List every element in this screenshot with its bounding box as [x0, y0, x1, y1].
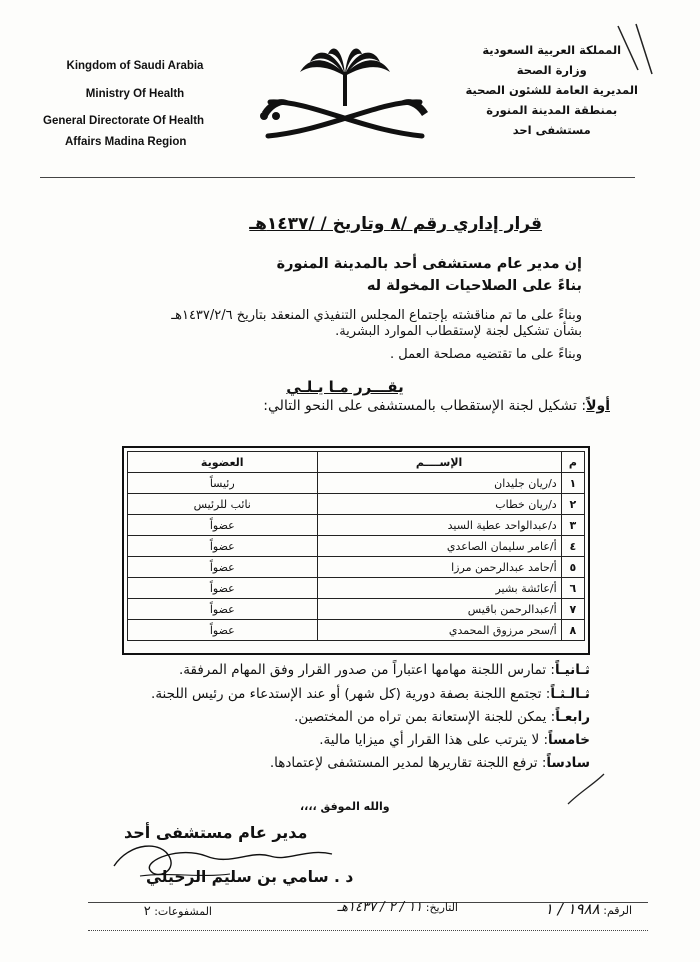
clause-second	[179, 662, 590, 678]
preamble-line-5: وبناءً على ما تقتضيه مصلحة العمل .	[389, 347, 582, 362]
clause-first-label: أولاً	[586, 398, 610, 414]
table-row	[128, 620, 585, 641]
clause-sixth-label: سادساً	[546, 755, 590, 771]
palm-and-swords-icon	[250, 44, 440, 144]
english-line-directorate: General Directorate Of Health	[43, 115, 205, 127]
row-role: رئيساً	[128, 473, 318, 494]
footer-bottom-divider	[88, 930, 648, 931]
arabic-line-ministry: وزارة الصحة	[516, 63, 587, 77]
arabic-line-directorate: المديرية العامة للشئون الصحية	[465, 83, 638, 97]
row-role: عضواً	[128, 515, 318, 536]
arabic-line-kingdom: المملكة العربية السعودية	[482, 43, 622, 57]
footer-attachments	[144, 904, 212, 919]
clause-third-text: : تجتمع اللجنة بصفة دورية (كل شهر) أو عند الإستدعاء من رئيس اللجنة.	[151, 686, 551, 702]
row-role: عضواً	[128, 620, 318, 641]
row-name: أ/سحر مرزوق المحمدي	[317, 620, 561, 641]
signatory-title: مدير عام مستشفى أحد	[124, 823, 308, 842]
closing-text: والله الموفق ،،،،	[300, 800, 390, 813]
table-row	[128, 494, 585, 515]
emblem-logo	[250, 44, 440, 144]
footer-date-label: التاريخ:	[425, 901, 458, 914]
row-name: د/عبدالواحد عطية السيد	[317, 515, 561, 536]
clause-fourth-label: رابعـاً	[555, 709, 590, 725]
row-name: أ/عامر سليمان الصاعدي	[317, 536, 561, 557]
row-role: عضواً	[128, 599, 318, 620]
row-number: ٣	[561, 515, 584, 536]
row-number: ١	[561, 473, 584, 494]
clause-sixth	[270, 755, 590, 771]
arabic-line-region: بمنطقة المدينة المنورة	[486, 103, 618, 117]
row-name: د/ريان خطاب	[317, 494, 561, 515]
row-number: ٥	[561, 557, 584, 578]
decision-title: قرار إداري رقم /٨ وتاريخ / /١٤٣٧هـ	[249, 214, 542, 234]
row-role: عضواً	[128, 536, 318, 557]
table-row	[128, 536, 585, 557]
preamble-line-4: بشأن تشكيل لجنة لإستقطاب الموارد البشرية.	[335, 324, 582, 339]
row-role: عضواً	[128, 578, 318, 599]
signatory-name: د . سامي بن سليم الرحيلي	[146, 868, 354, 886]
clause-fourth	[294, 709, 590, 725]
row-number: ٤	[561, 536, 584, 557]
footer-attachments-value: ٢	[143, 904, 151, 919]
row-name: أ/حامد عبدالرحمن مرزا	[317, 557, 561, 578]
table-row	[128, 515, 585, 536]
footer-date	[337, 900, 458, 915]
clause-sixth-text: : ترفع اللجنة تقاريرها لمدير المستشفى لإعتمادها.	[269, 755, 547, 771]
letterhead-english	[30, 60, 240, 148]
clause-second-text: : تمارس اللجنة مهامها اعتباراً من صدور القرار وفق المهام المرفقة.	[178, 662, 555, 678]
clause-third	[151, 686, 590, 702]
table-row	[128, 578, 585, 599]
header-number: م	[561, 452, 584, 473]
table-header-row	[128, 452, 585, 473]
footer-attachments-label: المشفوعات:	[154, 905, 212, 918]
row-role: عضواً	[128, 557, 318, 578]
row-number: ٢	[561, 494, 584, 515]
clause-fifth-label: خامساً	[548, 732, 590, 748]
table-row	[128, 473, 585, 494]
footer-reference-label: الرقم:	[603, 904, 632, 917]
english-line-region: Affairs Madina Region	[65, 136, 187, 148]
preamble-line-3: وبناءً على ما تم مناقشته بإجتماع المجلس التنفيذي المنعقد بتاريخ ١٤٣٧/٢/٦هـ	[171, 308, 582, 323]
clause-fifth	[319, 732, 590, 748]
header-divider	[40, 177, 635, 178]
footer-reference	[545, 900, 632, 918]
table-row	[128, 599, 585, 620]
committee-table	[127, 451, 585, 641]
row-name: د/ريان جليدان	[317, 473, 561, 494]
row-role: نائب للرئيس	[128, 494, 318, 515]
preamble-line-1: إن مدير عام مستشفى أحد بالمدينة المنورة	[276, 256, 582, 272]
row-name: أ/عبدالرحمن باقيس	[317, 599, 561, 620]
footer-date-value: ١١ / ٢ / ١٤٣٧هـ	[337, 900, 423, 915]
english-line-kingdom: Kingdom of Saudi Arabia	[66, 60, 204, 72]
preamble-line-2: بناءً على الصلاحيات المخولة له	[366, 278, 582, 294]
header-role: العضوية	[128, 452, 318, 473]
row-number: ٨	[561, 620, 584, 641]
footer-reference-value: ١٩٨٨ / ١	[544, 900, 600, 918]
clause-third-label: ثـالـثـاً	[550, 686, 590, 702]
arabic-line-hospital: مستشفى احد	[512, 123, 591, 137]
clause-first-text: : تشكيل لجنة الإستقطاب بالمستشفى على النحو التالي:	[263, 398, 587, 414]
english-line-ministry: Ministry Of Health	[85, 88, 185, 100]
clause-first	[263, 398, 610, 414]
margin-pen-stroke	[560, 770, 610, 810]
clause-second-label: ثـانيـاً	[554, 662, 590, 678]
table-row	[128, 557, 585, 578]
row-name: أ/عائشة بشير	[317, 578, 561, 599]
header-name: الإســــم	[317, 452, 561, 473]
committee-table-frame	[122, 446, 590, 655]
row-number: ٦	[561, 578, 584, 599]
clause-fifth-text: : لا يترتب على هذا القرار أي ميزايا مالية.	[319, 732, 549, 748]
row-number: ٧	[561, 599, 584, 620]
clause-fourth-text: : يمكن للجنة الإستعانة بمن تراه من المختصين.	[294, 709, 556, 725]
corner-pen-marks	[600, 20, 660, 80]
decides-heading: يقـــرر مـا يـلـي	[286, 378, 404, 396]
